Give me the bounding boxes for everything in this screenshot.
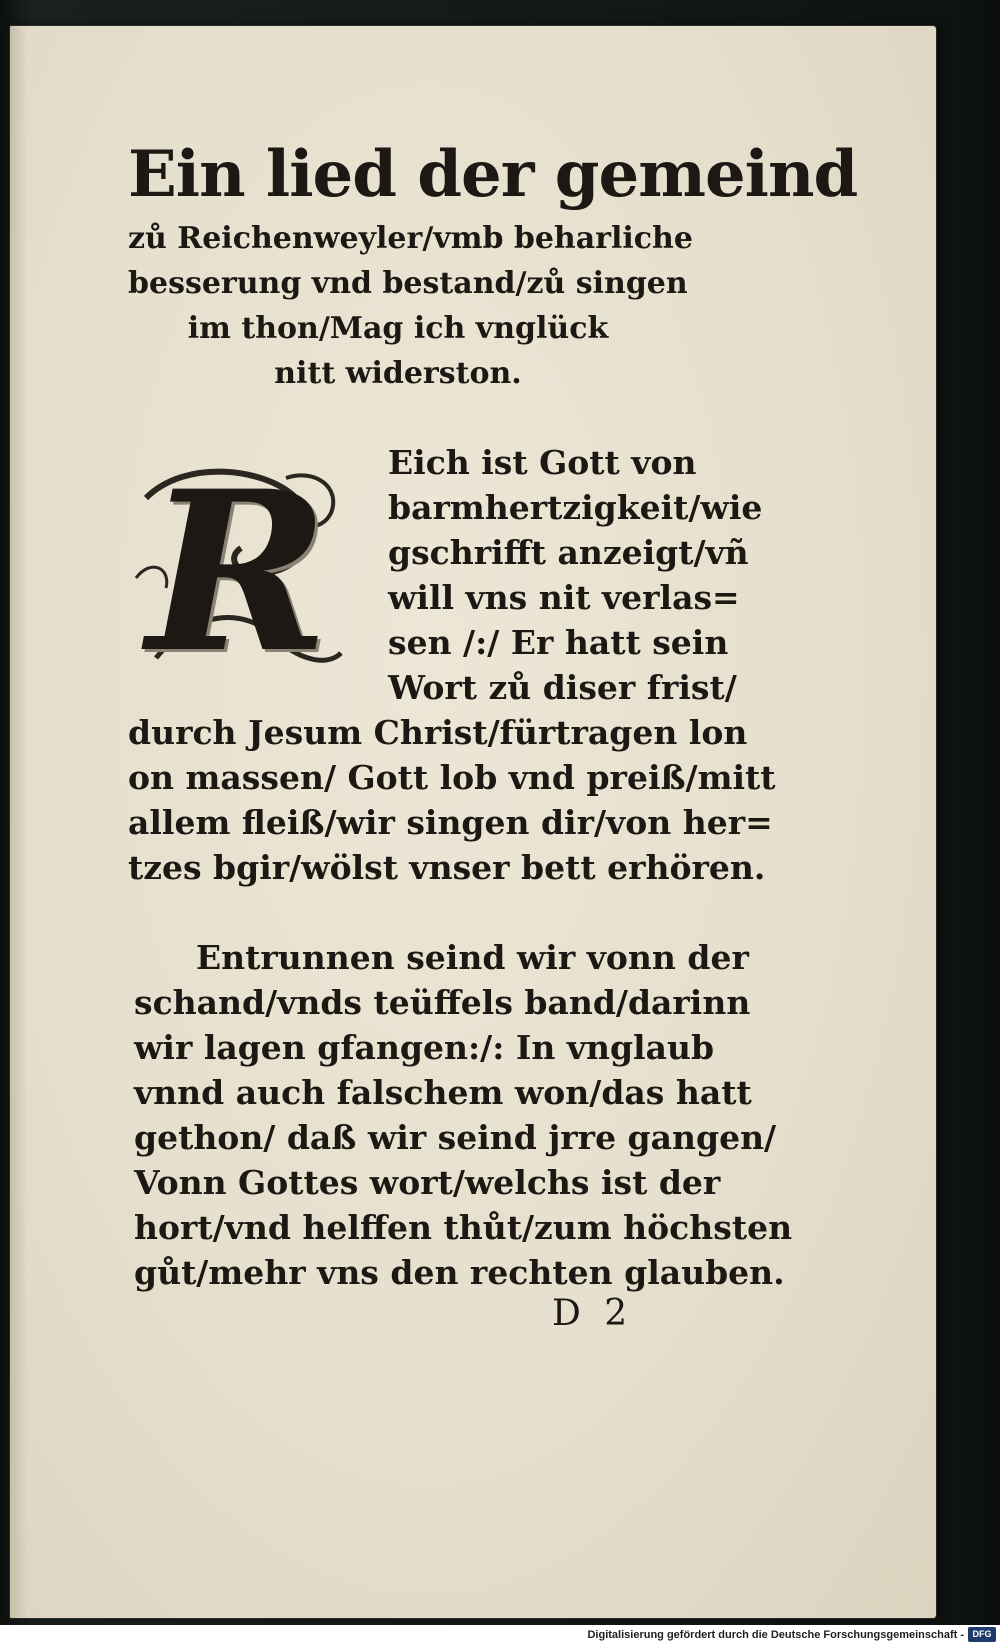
stanza1-line-3: gschrifft anzeigt/vñ	[388, 533, 749, 572]
title-subline-1: zů Reichenweyler/vmb beharliche	[128, 221, 693, 256]
page-title: Ein lied der gemeind	[128, 137, 858, 212]
stanza1-line-5: sen /:/ Er hatt sein	[388, 623, 729, 662]
stanza2-line-2: schand/vnds teüffels band/darinn	[134, 983, 751, 1022]
title-subline-4: nitt widerston.	[274, 356, 522, 391]
stanza1-line-2: barmhertzigkeit/wie	[388, 488, 763, 527]
initial-letter: R	[146, 442, 330, 701]
stanza1-line-1: Eich ist Gott von	[388, 443, 697, 482]
stanza1-line-7: durch Jesum Christ/fürtragen lon	[128, 713, 748, 752]
digitization-footer	[0, 1625, 1000, 1645]
title-subline-3: im thon/Mag ich vnglück	[187, 311, 609, 346]
stanza1-line-6: Wort zů diser frist/	[388, 668, 737, 707]
dfg-logo-icon[interactable]: DFG	[968, 1627, 996, 1642]
stanza2-line-3: wir lagen gfangen:/: In vnglaub	[134, 1028, 715, 1067]
stanza2-line-8: gůt/mehr vns den rechten glauben.	[134, 1253, 785, 1292]
decorative-initial	[126, 442, 350, 701]
signature-mark: D 2	[552, 1293, 634, 1334]
stanza1-line-9: allem fleiß/wir singen dir/von her=	[128, 803, 773, 842]
stanza2-line-5: gethon/ daß wir seind jrre gangen/	[134, 1118, 777, 1157]
stanza1-line-8: on massen/ Gott lob vnd preiß/mitt	[128, 758, 776, 797]
stanza1-line-10: tzes bgir/wölst vnser bett erhören.	[128, 848, 766, 887]
stanza2-line-7: hort/vnd helffen thůt/zum höchsten	[134, 1208, 793, 1247]
stanza2-line-6: Vonn Gottes wort/welchs ist der	[134, 1163, 721, 1202]
dfg-credit-text: Digitalisierung gefördert durch die Deutsche Forschungsgemeinschaft -	[587, 1629, 964, 1641]
title-subline-2: besserung vnd bestand/zů singen	[128, 266, 688, 301]
stanza2-line-4: vnnd auch falschem won/das hatt	[134, 1073, 752, 1112]
stanza2-line-1: Entrunnen seind wir vonn der	[196, 938, 749, 977]
page-gutter-shade	[10, 26, 28, 1618]
stanza1-line-4: will vns nit verlas=	[388, 578, 740, 617]
